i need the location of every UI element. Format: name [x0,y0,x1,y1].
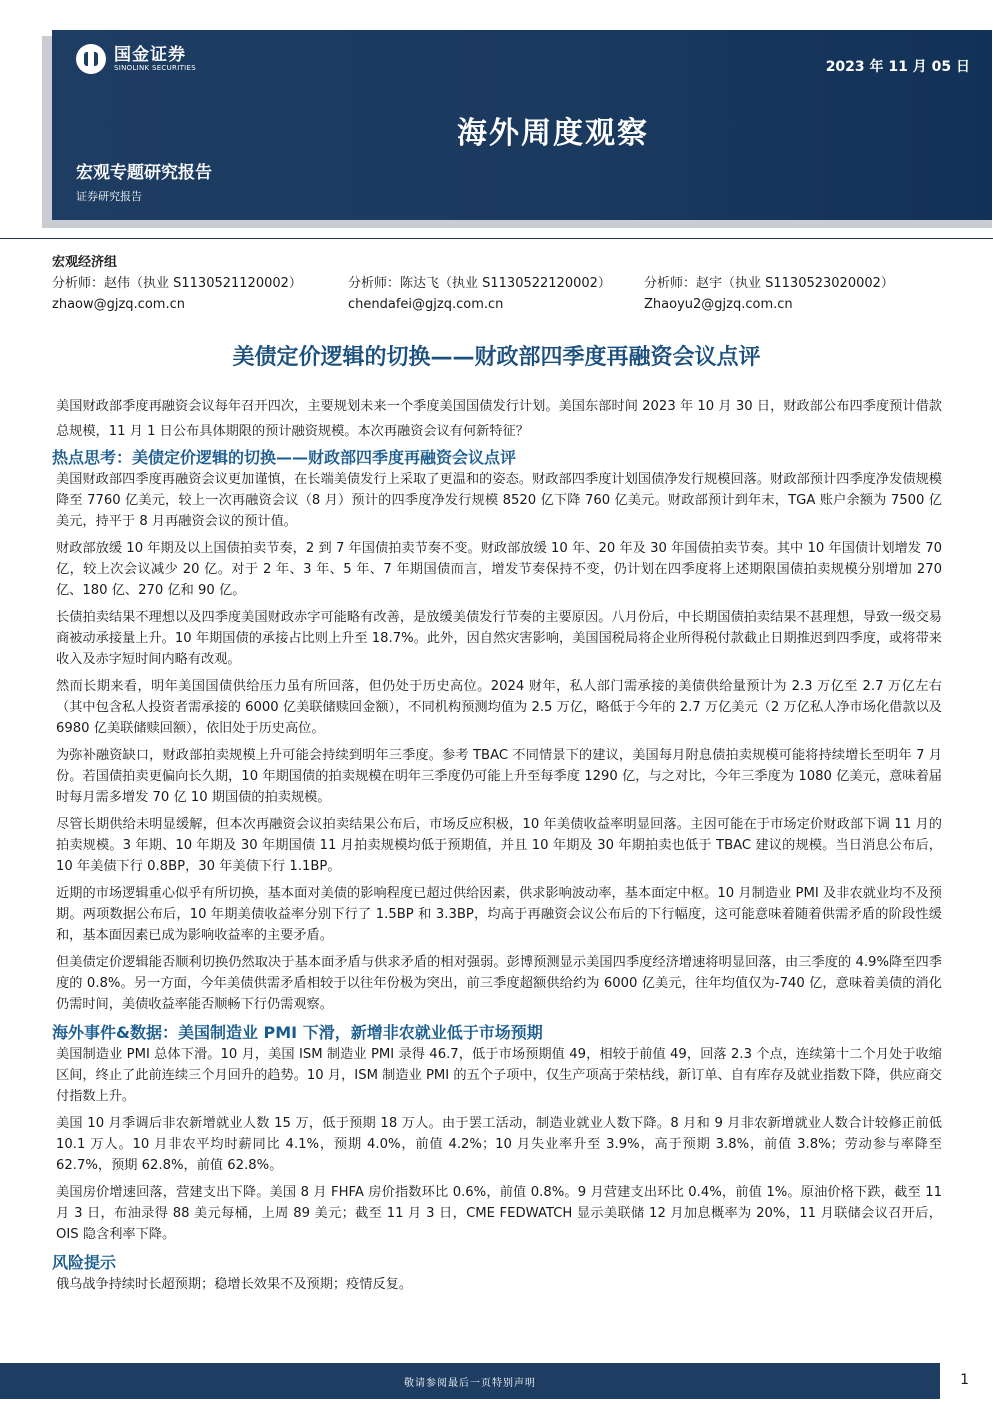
analyst-email[interactable]: Zhaoyu2@gjzq.com.cn [644,297,793,312]
logo-name-en: SINOLINK SECURITIES [114,63,196,72]
report-subtype: 证券研究报告 [76,190,142,203]
analyst-block [52,252,952,315]
report-body [52,394,942,1301]
body-paragraph: 为弥补融资缺口，财政部拍卖规模上升可能会持续到明年三季度。参考 TBAC 不同情景下的建议，美国每月附息债拍卖规模可能将持续增长至明年 7 月份。若国债拍卖更偏向长久期，10 年期国债的拍卖规模在明年三季度仍可能上升至每季度 1290 亿，与之对比，今年三季度为 1080 亿美元，意味着届时每月需多增发 70 亿 10 期国债的拍卖规模。 [56,748,942,805]
analyst-label: 分析师：陈达飞（执业 S1130522120002） [348,276,611,291]
analyst-email[interactable]: chendafei@gjzq.com.cn [348,297,504,312]
report-date: 2023 年 11 月 05 日 [825,59,970,75]
analyst-names-row [52,273,952,294]
body-paragraph: 俄乌战争持续时长超预期；稳增长效果不及预期；疫情反复。 [56,1277,413,1292]
body-paragraph: 财政部放缓 10 年期及以上国债拍卖节奏，2 到 7 年国债拍卖节奏不变。财政部放缓 10 年、20 年及 30 年国债拍卖节奏。其中 10 年国债计划增发 70 亿，较上次会议减少 20 亿。对于 2 年、3 年、5 年、7 年期国债而言，增发节奏保持不变，仍计划在四季度将上述期限国债拍卖规模分别增加 270 亿、180 亿、270 亿和 90 亿。 [56,541,942,598]
footer-bar [0,1363,940,1399]
report-banner [52,30,992,220]
body-paragraph: 美国制造业 PMI 总体下滑。10 月，美国 ISM 制造业 PMI 录得 46.7，低于市场预期值 49，相较于前值 49，回落 2.3 个点，连续第十二个月处于收缩区间，终止了此前连续三个月回升的趋势。10 月，ISM 制造业 PMI 的五个子项中，仅生产项高于荣枯线，新订单、自有库存及就业指数下降，供应商交付指数上升。 [56,1047,942,1104]
analyst-emails-row [52,294,952,315]
analyst-label: 分析师：赵宇（执业 S1130523020002） [644,276,894,291]
analyst-label: 分析师：赵伟（执业 S1130521120002） [52,276,302,291]
body-paragraph: 美国房价增速回落，营建支出下降。美国 8 月 FHFA 房价指数环比 0.6%，前值 0.8%。9 月营建支出环比 0.4%，前值 1%。原油价格下跌，截至 11 月 3 日，布油录得 88 美元每桶，上周 89 美元；截至 11 月 3 日，CME FEDWATCH 显示美联储 12 月加息概率为 20%，11 月联储会议召开后，OIS 隐含利率下降。 [56,1185,942,1242]
body-paragraph: 尽管长期供给未明显缓解，但本次再融资会议拍卖结果公布后，市场反应积极，10 年美债收益率明显回落。主因可能在于市场定价财政部下调 11 月的拍卖规模。3 年期、10 年期及 30 年期国债 11 月拍卖规模均低于预期值，并且 10 年期及 30 年期拍卖也低于 TBAC 建议的规模。当日消息公布后，10 年美债下行 0.8BP，30 年美债下行 1.1BP。 [56,817,942,874]
section-heading-risk: 风险提示 [52,1253,117,1272]
logo-mark-icon [76,44,106,74]
body-paragraph: 美国 10 月季调后非农新增就业人数 15 万，低于预期 18 万人。由于罢工活动，制造业就业人数下降。8 月和 9 月非农新增就业人数合计较修正前低 10.1 万人。10 月非农平均时薪同比 4.1%，预期 4.0%，前值 4.2%；10 月失业率升至 3.9%，高于预期 3.8%，前值 3.8%；劳动参与率降至 62.7%，预期 62.8%，前值 62.8%。 [56,1116,942,1173]
page-number: 1 [960,1372,969,1388]
main-title: 美债定价逻辑的切换——财政部四季度再融资会议点评 [232,345,761,370]
header-divider [0,238,993,239]
company-logo [76,44,196,74]
logo-name-cn: 国金证券 [114,44,186,65]
footer-disclaimer: 敬请参阅最后一页特别声明 [404,1377,536,1389]
body-paragraph: 然而长期来看，明年美国国债供给压力虽有所回落，但仍处于历史高位。2024 财年，私人部门需承接的美债供给量预计为 2.3 万亿至 2.7 万亿左右（其中包含私人投资者需承接的 6000 亿美联储赎回金额），不同机构预测均值为 2.5 万亿，略低于今年的 2.7 万亿美元（2 万亿私人净市场化借款以及 6980 亿美联储赎回额），依旧处于历史高位。 [56,679,942,736]
intro-paragraph: 美国财政部季度再融资会议每年召开四次，主要规划未来一个季度美国国债发行计划。美国东部时间 2023 年 10 月 30 日，财政部公布四季度预计借款总规模，11 月 1 日公布具体期限的预计融资规模。本次再融资会议有何新特征？ [56,399,942,439]
body-paragraph: 近期的市场逻辑重心似乎有所切换，基本面对美债的影响程度已超过供给因素，供求影响波动率，基本面定中枢。10 月制造业 PMI 及非农就业均不及预期。两项数据公布后，10 年期美债收益率分别下行了 1.5BP 和 3.3BP，均高于再融资会议公布后的下行幅度，这可能意味着随着供需矛盾的阶段性缓和，基本面因素已成为影响收益率的主要矛盾。 [56,886,942,943]
body-paragraph: 但美债定价逻辑能否顺利切换仍然取决于基本面矛盾与供求矛盾的相对强弱。彭博预测显示美国四季度经济增速将明显回落，由三季度的 4.9%降至四季度的 0.8%。另一方面，今年美债供需矛盾相较于以往年份极为突出，前三季度超额供给约为 6000 亿美元，往年均值仅为-740 亿，意味着美债的消化仍需时间，美债收益率能否顺畅下行仍需观察。 [56,955,942,1012]
body-paragraph: 长债拍卖结果不理想以及四季度美国财政赤字可能略有改善，是放缓美债发行节奏的主要原因。八月份后，中长期国债拍卖结果不甚理想，导致一级交易商被动承接量上升。10 年期国债的承接占比则上升至 18.7%。此外，因自然灾害影响，美国国税局将企业所得税付款截止日期推迟到四季度，或将带来收入及赤字短时间内略有改观。 [56,610,942,667]
report-type: 宏观专题研究报告 [76,163,212,183]
section-heading-hot-topic: 热点思考：美债定价逻辑的切换——财政部四季度再融资会议点评 [52,448,517,467]
report-title: 海外周度观察 [457,116,649,151]
section-heading-events-data: 海外事件&数据：美国制造业 PMI 下滑，新增非农就业低于市场预期 [52,1023,543,1042]
body-paragraph: 美国财政部四季度再融资会议更加谨慎，在长端美债发行上采取了更温和的姿态。财政部四季度计划国债净发行规模回落。财政部预计四季度净发债规模降至 7760 亿美元，较上一次再融资会议（8 月）预计的四季度净发行规模 8520 亿下降 760 亿美元。财政部预计到年末，TGA 账户余额为 7500 亿美元，持平于 8 月再融资会议的预计值。 [56,472,942,529]
analyst-group: 宏观经济组 [52,255,118,270]
analyst-email[interactable]: zhaow@gjzq.com.cn [52,297,185,312]
